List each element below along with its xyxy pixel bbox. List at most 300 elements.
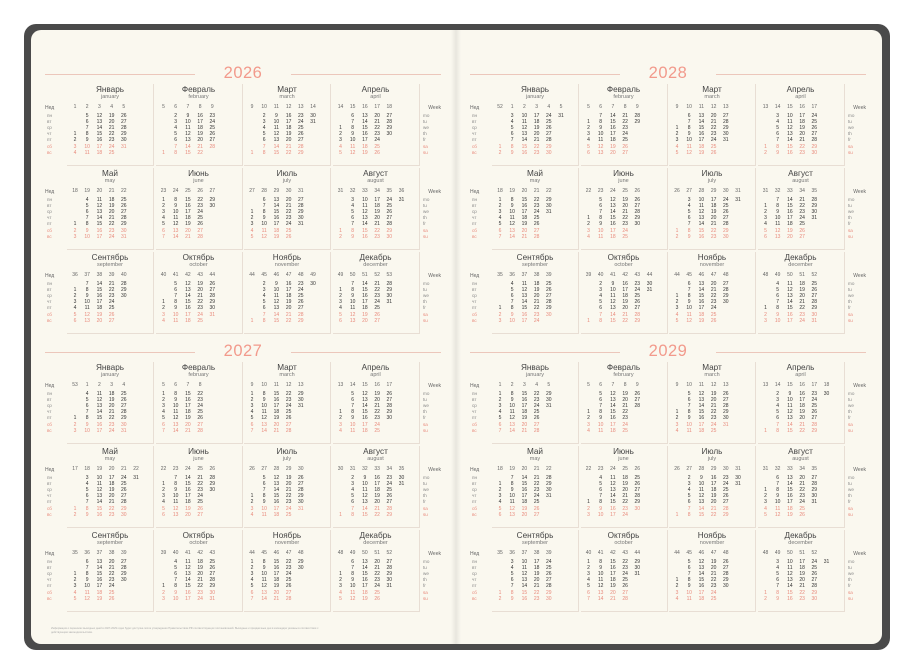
- calendar-day: 13: [362, 499, 368, 506]
- calendar-day: 21: [710, 571, 717, 578]
- calendar-day: 9: [85, 577, 89, 584]
- calendar-day: 10: [172, 493, 179, 500]
- week-number: 14: [310, 104, 316, 110]
- calendar-day: 12: [261, 583, 267, 590]
- calendar-day: 27: [386, 215, 393, 222]
- weekday-label-en: su: [423, 595, 428, 601]
- calendar-day: 11: [273, 293, 279, 300]
- calendar-day: 29: [386, 125, 393, 132]
- calendar-day: 22: [108, 415, 115, 422]
- week-number: 39: [160, 550, 167, 556]
- calendar-day: 21: [533, 583, 540, 590]
- calendar-day: 27: [634, 203, 641, 210]
- calendar-day: 25: [622, 577, 628, 584]
- week-number: 18: [497, 466, 503, 472]
- calendar-day: 6: [776, 475, 780, 481]
- calendar-day: 24: [374, 299, 380, 306]
- calendar-day: 4: [262, 125, 266, 132]
- calendar-day: 12: [774, 511, 781, 518]
- calendar-day: 29: [121, 415, 127, 422]
- calendar-day: 27: [197, 511, 203, 518]
- calendar-day: 15: [185, 481, 191, 488]
- weekday-label: пт: [47, 221, 52, 227]
- calendar-day: 23: [799, 311, 805, 318]
- calendar-day: 13: [349, 317, 356, 324]
- weekday-label-en: th: [848, 577, 852, 583]
- weekday-label: пт: [47, 583, 52, 589]
- calendar-day: 23: [799, 209, 805, 216]
- weekday-label: пт: [47, 137, 52, 143]
- week-number-label: Нед: [45, 467, 55, 473]
- week-number: 24: [610, 466, 616, 472]
- calendar-day: 4: [339, 305, 342, 312]
- calendar-day: 20: [197, 137, 203, 144]
- calendar-day: 20: [521, 511, 528, 518]
- calendar-day: 20: [799, 475, 805, 481]
- calendar-day: 3: [73, 233, 77, 240]
- weekday-label: пн: [47, 475, 53, 480]
- calendar-day: 11: [521, 565, 527, 572]
- calendar-day: 11: [521, 281, 527, 287]
- week-number: 48: [298, 550, 304, 556]
- weekday-label-en: su: [423, 317, 428, 323]
- calendar-day: 30: [386, 233, 393, 240]
- calendar-day: 12: [774, 227, 781, 234]
- week-number: 35: [497, 550, 503, 556]
- calendar-day: 25: [546, 565, 552, 572]
- calendar-day: 26: [723, 493, 729, 500]
- calendar-day: 16: [96, 511, 103, 518]
- calendar-day: 22: [799, 487, 805, 494]
- calendar-day: 21: [533, 299, 540, 306]
- month-name-en: july: [707, 456, 717, 462]
- calendar-day: 21: [799, 481, 805, 488]
- calendar-day: 5: [162, 221, 165, 228]
- calendar-day: 3: [250, 403, 254, 410]
- calendar-day: 28: [546, 299, 552, 306]
- calendar-day: 29: [209, 583, 216, 590]
- calendar-day: 9: [788, 391, 792, 397]
- calendar-day: 17: [610, 571, 616, 578]
- weekday-label-en: th: [848, 493, 852, 499]
- calendar-day: 6: [599, 305, 603, 312]
- week-number: 45: [686, 550, 692, 556]
- calendar-day: 25: [723, 203, 729, 210]
- calendar-day: 18: [108, 391, 115, 397]
- calendar-day: 15: [610, 559, 616, 565]
- calendar-day: 5: [351, 209, 355, 216]
- calendar-day: 2: [764, 209, 767, 216]
- calendar-day: 23: [374, 233, 380, 240]
- weekday-label: вс: [472, 149, 477, 155]
- weekday-label-en: tu: [848, 565, 852, 571]
- calendar-day: 2: [162, 397, 165, 404]
- calendar-day: 1: [162, 481, 165, 488]
- calendar-day: 7: [776, 299, 780, 306]
- calendar-day: 8: [85, 505, 89, 512]
- calendar-day: 6: [687, 565, 691, 572]
- calendar-day: 14: [787, 481, 793, 488]
- week-number: 15: [349, 104, 356, 110]
- calendar-day: 8: [599, 215, 603, 222]
- calendar-day: 9: [262, 215, 266, 222]
- calendar-day: 8: [776, 305, 780, 312]
- weekday-label: сб: [47, 143, 52, 149]
- week-number: 34: [799, 466, 805, 472]
- month-name: Март: [702, 363, 722, 372]
- calendar-day: 5: [339, 311, 342, 318]
- calendar-day: 6: [174, 287, 178, 294]
- calendar-day: 17: [362, 137, 368, 144]
- month-name: Июль: [276, 169, 298, 178]
- calendar-day: 22: [710, 577, 717, 584]
- calendar-day: 20: [710, 281, 717, 287]
- week-number: 16: [799, 104, 805, 110]
- weekday-label: пн: [472, 475, 478, 480]
- year-block-2029: [470, 342, 866, 618]
- calendar-day: 10: [172, 403, 179, 410]
- calendar-day: 7: [85, 125, 89, 132]
- weekday-label-en: tu: [423, 481, 427, 487]
- week-number: 36: [398, 188, 405, 194]
- calendar-day: 20: [197, 287, 203, 294]
- calendar-day: 25: [298, 125, 304, 132]
- weekday-label-en: fr: [848, 415, 851, 421]
- calendar-day: 6: [262, 481, 266, 488]
- month-name-en: november: [274, 540, 300, 546]
- calendar-day: 4: [162, 215, 165, 222]
- calendar-day: 31: [546, 403, 552, 410]
- calendar-day: 26: [108, 311, 115, 318]
- calendar-day: 13: [273, 137, 280, 144]
- calendar-day: 12: [96, 487, 103, 494]
- calendar-day: 28: [723, 571, 729, 578]
- calendar-day: 18: [710, 203, 717, 210]
- calendar-day: 8: [262, 559, 266, 565]
- calendar-day: 29: [723, 125, 729, 132]
- calendar-day: 12: [698, 391, 705, 397]
- calendar-day: 24: [710, 137, 717, 144]
- month-name-en: march: [704, 94, 720, 100]
- calendar-day: 15: [273, 391, 280, 397]
- calendar-day: 19: [698, 149, 705, 156]
- calendar-day: 17: [698, 305, 705, 312]
- calendar-day: 18: [799, 565, 805, 572]
- weekday-label: пн: [47, 559, 53, 564]
- calendar-day: 6: [85, 559, 89, 565]
- month-block: [67, 168, 154, 250]
- week-number: 29: [273, 188, 280, 194]
- calendar-day: 10: [84, 233, 90, 240]
- week-number: 17: [386, 382, 393, 388]
- calendar-day: 9: [687, 415, 691, 422]
- week-number: 12: [710, 382, 717, 388]
- week-number: 25: [622, 188, 628, 194]
- calendar-day: 1: [162, 197, 165, 203]
- calendar-day: 29: [811, 143, 818, 150]
- weekday-label-en: mo: [423, 475, 430, 480]
- week-number: 39: [108, 272, 115, 278]
- calendar-day: 27: [799, 233, 805, 240]
- weekday-label-en: su: [423, 427, 428, 433]
- calendar-day: 7: [262, 311, 266, 318]
- calendar-day: 4: [675, 311, 679, 318]
- calendar-day: 5: [587, 583, 590, 590]
- week-number: 16: [362, 104, 368, 110]
- calendar-day: 26: [634, 197, 641, 203]
- month-name: Апрель: [786, 85, 815, 94]
- month-name: Октябрь: [607, 531, 640, 540]
- calendar-day: 18: [185, 215, 191, 222]
- calendar-day: 19: [710, 209, 717, 216]
- month-block: [244, 168, 331, 250]
- calendar-day: 25: [374, 589, 380, 596]
- calendar-day: 3: [675, 589, 679, 596]
- weekday-labels-en: [846, 362, 866, 614]
- calendar-day: 8: [510, 481, 514, 488]
- year-rule-left: [45, 74, 195, 75]
- calendar-day: 15: [521, 143, 528, 150]
- calendar-day: 27: [285, 421, 292, 428]
- calendar-day: 14: [521, 475, 528, 481]
- calendar-day: 7: [587, 595, 590, 602]
- calendar-day: 14: [698, 221, 705, 228]
- calendar-day: 23: [108, 137, 115, 144]
- calendar-day: 9: [700, 475, 703, 481]
- calendar-day: 4: [339, 143, 342, 150]
- month-name-en: november: [699, 540, 725, 546]
- calendar-day: 29: [386, 227, 393, 234]
- calendar-day: 3: [587, 571, 590, 578]
- calendar-day: 18: [787, 505, 793, 512]
- calendar-day: 4: [73, 305, 77, 312]
- calendar-day: 25: [285, 511, 292, 518]
- calendar-day: 3: [174, 119, 178, 126]
- calendar-day: 3: [162, 209, 165, 216]
- calendar-day: 19: [285, 299, 292, 306]
- calendar-day: 12: [172, 505, 179, 512]
- week-number: 2: [98, 382, 101, 388]
- calendar-day: 25: [121, 481, 127, 488]
- weekday-label: чт: [47, 299, 52, 305]
- calendar-day: 21: [374, 505, 380, 512]
- calendar-day: 16: [698, 415, 705, 422]
- calendar-day: 27: [723, 565, 729, 572]
- calendar-day: 22: [108, 221, 115, 228]
- calendar-day: 16: [273, 215, 280, 222]
- calendar-day: 11: [775, 505, 781, 512]
- week-label: Week: [853, 467, 866, 473]
- calendar-day: 1: [250, 317, 254, 324]
- calendar-day: 9: [351, 233, 355, 240]
- weekday-label-en: mo: [423, 281, 430, 286]
- calendar-day: 18: [285, 293, 292, 300]
- calendar-day: 11: [185, 559, 191, 565]
- calendar-day: 21: [799, 137, 805, 144]
- calendar-day: 7: [85, 281, 89, 287]
- calendar-day: 4: [776, 281, 780, 287]
- calendar-day: 23: [285, 397, 292, 404]
- calendar-day: 16: [285, 281, 292, 287]
- calendar-day: 17: [622, 287, 628, 294]
- calendar-day: 3: [498, 403, 502, 410]
- calendar-day: 29: [298, 559, 304, 565]
- calendar-day: 1: [250, 493, 254, 500]
- calendar-day: 17: [533, 559, 540, 565]
- calendar-day: 8: [687, 125, 691, 132]
- calendar-day: 22: [799, 589, 805, 596]
- calendar-day: 8: [85, 131, 89, 138]
- week-number: 5: [587, 382, 590, 388]
- calendar-day: 20: [374, 559, 380, 565]
- calendar-day: 3: [776, 397, 780, 404]
- calendar-day: 1: [764, 305, 767, 312]
- weekday-label: пт: [47, 415, 52, 421]
- year-rule-right: [291, 74, 441, 75]
- calendar-day: 23: [533, 397, 540, 404]
- calendar-day: 25: [622, 427, 628, 434]
- calendar-day: 27: [546, 293, 552, 300]
- calendar-day: 6: [776, 415, 780, 422]
- weekday-label: сб: [47, 505, 52, 511]
- week-number: 44: [646, 272, 653, 278]
- calendar-day: 27: [121, 209, 127, 216]
- calendar-day: 7: [776, 421, 780, 428]
- calendar-day: 5: [599, 391, 603, 397]
- weekday-label-en: fr: [848, 305, 851, 311]
- calendar-day: 13: [185, 287, 191, 294]
- calendar-day: 21: [710, 287, 717, 294]
- calendar-day: 13: [597, 589, 604, 596]
- week-number: 49: [310, 272, 316, 278]
- month-block: [669, 84, 756, 166]
- calendar-day: 10: [362, 481, 368, 488]
- calendar-day: 24: [533, 317, 540, 324]
- weekday-labels: [45, 362, 65, 614]
- calendar-day: 12: [185, 281, 191, 287]
- calendar-day: 7: [351, 221, 355, 228]
- calendar-day: 11: [350, 305, 356, 312]
- weekday-label-en: fr: [423, 137, 426, 143]
- calendar-day: 30: [546, 203, 552, 210]
- calendar-day: 5: [776, 409, 780, 416]
- calendar-day: 13: [521, 577, 528, 584]
- year-title: 2027: [223, 342, 263, 360]
- calendar-day: 29: [386, 287, 393, 294]
- weekday-label: пт: [472, 499, 477, 505]
- calendar-day: 6: [599, 203, 603, 210]
- calendar-day: 11: [698, 203, 704, 210]
- calendar-day: 4: [339, 427, 342, 434]
- calendar-day: 19: [108, 397, 115, 404]
- calendar-day: 9: [275, 113, 278, 119]
- calendar-day: 18: [273, 511, 280, 518]
- weekday-label: пн: [472, 197, 478, 202]
- calendar-day: 30: [121, 421, 127, 428]
- calendar-day: 6: [339, 317, 342, 324]
- calendar-day: 22: [285, 209, 292, 216]
- week-number: 18: [823, 382, 830, 388]
- calendar-day: 8: [262, 149, 266, 156]
- weekday-label: чт: [47, 409, 52, 415]
- calendar-day: 6: [599, 397, 603, 404]
- calendar-day: 31: [310, 119, 316, 126]
- calendar-day: 17: [285, 287, 292, 294]
- week-number: 2: [85, 104, 89, 110]
- calendar-day: 21: [710, 403, 717, 410]
- weekday-label: вт: [47, 565, 52, 571]
- calendar-day: 10: [774, 499, 781, 506]
- calendar-day: 24: [546, 559, 552, 565]
- week-number: 37: [521, 272, 528, 278]
- calendar-day: 28: [723, 119, 729, 126]
- calendar-day: 29: [546, 481, 552, 488]
- calendar-day: 17: [710, 481, 717, 488]
- weekday-label: сб: [472, 227, 477, 233]
- month-name: Октябрь: [607, 253, 640, 262]
- calendar-day: 16: [185, 397, 191, 404]
- month-block: [244, 362, 331, 444]
- week-number: 11: [273, 382, 279, 388]
- calendar-day: 1: [162, 583, 165, 590]
- calendar-day: 11: [173, 409, 179, 416]
- calendar-day: 26: [285, 415, 292, 422]
- week-number: 46: [273, 550, 280, 556]
- week-number: 26: [634, 466, 641, 472]
- week-number: 43: [209, 550, 216, 556]
- calendar-day: 10: [597, 421, 604, 428]
- calendar-day: 25: [108, 149, 115, 156]
- calendar-day: 26: [811, 125, 818, 132]
- calendar-day: 26: [710, 317, 717, 324]
- calendar-day: 15: [610, 215, 616, 222]
- calendar-day: 17: [96, 143, 103, 150]
- calendar-day: 2: [339, 415, 342, 422]
- calendar-day: 18: [362, 305, 368, 312]
- calendar-day: 20: [374, 113, 380, 119]
- month-name: Февраль: [606, 363, 641, 372]
- calendar-day: 22: [622, 409, 628, 416]
- calendar-day: 15: [610, 317, 616, 324]
- calendar-day: 25: [298, 293, 304, 300]
- calendar-day: 3: [339, 583, 342, 590]
- weekday-label: чт: [472, 493, 477, 499]
- weekday-label: ср: [472, 293, 477, 299]
- calendar-day: 23: [285, 499, 292, 506]
- calendar-day: 30: [823, 391, 830, 397]
- calendar-day: 22: [197, 149, 203, 156]
- calendar-day: 7: [262, 203, 266, 210]
- week-number: 38: [533, 550, 540, 556]
- calendar-day: 22: [622, 215, 628, 222]
- calendar-day: 27: [634, 487, 641, 494]
- month-block: [333, 446, 420, 528]
- calendar-day: 9: [599, 505, 603, 512]
- calendar-day: 14: [698, 287, 705, 294]
- calendar-day: 11: [362, 203, 368, 210]
- month-block: [492, 84, 579, 166]
- calendar-day: 13: [172, 227, 179, 234]
- weekday-label: вт: [47, 481, 52, 487]
- calendar-day: 29: [298, 209, 304, 216]
- calendar-day: 23: [622, 505, 628, 512]
- calendar-day: 26: [622, 143, 628, 150]
- week-number: 13: [723, 382, 729, 388]
- week-number: 40: [597, 272, 604, 278]
- calendar-day: 2: [687, 475, 691, 481]
- week-label: Week: [853, 273, 866, 279]
- calendar-day: 22: [285, 559, 292, 565]
